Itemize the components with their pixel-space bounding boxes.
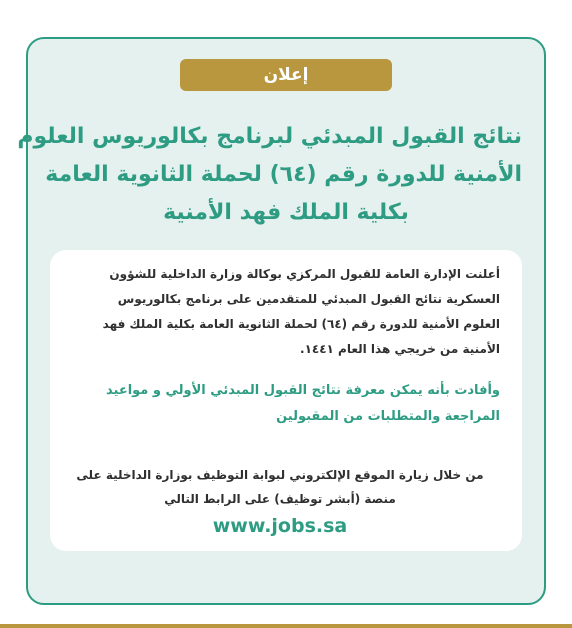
- intro-paragraph: [68, 262, 500, 362]
- announcement-title: [17, 118, 522, 232]
- intro-line: أعلنت الإدارة العامة للقبول المركزي بوكالة وزارة الداخلية للشؤون: [109, 267, 500, 281]
- info-line: المراجعة والمتطلبات من المقبولين: [276, 409, 500, 424]
- intro-line: الأمنية من خريجي هذا العام ١٤٤١.: [300, 342, 500, 356]
- announcement-badge: إعلان: [180, 59, 392, 91]
- title-line: نتائج القبول المبدئي لبرنامج بكالوريوس العلوم: [17, 124, 522, 149]
- info-paragraph: [68, 378, 500, 430]
- bottom-gold-bar: [0, 624, 572, 628]
- intro-line: العلوم الأمنية للدورة رقم (٦٤) لحملة الثانوية العامة بكلية الملك فهد: [102, 317, 500, 331]
- visit-instructions: [60, 463, 500, 511]
- intro-line: العسكرية نتائج القبول المبدئي للمتقدمين على برنامج بكالوريوس: [117, 292, 500, 306]
- visit-line: من خلال زيارة الموقع الإلكتروني لبوابة التوظيف بوزارة الداخلية على: [76, 468, 484, 482]
- title-line: بكلية الملك فهد الأمنية: [163, 200, 409, 225]
- title-line: الأمنية للدورة رقم (٦٤) لحملة الثانوية العامة: [45, 162, 522, 187]
- visit-line: منصة (أبشر توظيف) على الرابط التالي: [164, 492, 396, 506]
- info-line: وأفادت بأنه يمكن معرفة نتائج القبول المبدئي الأولي و مواعيد: [106, 383, 500, 398]
- jobs-website-link[interactable]: www.jobs.sa: [212, 515, 348, 537]
